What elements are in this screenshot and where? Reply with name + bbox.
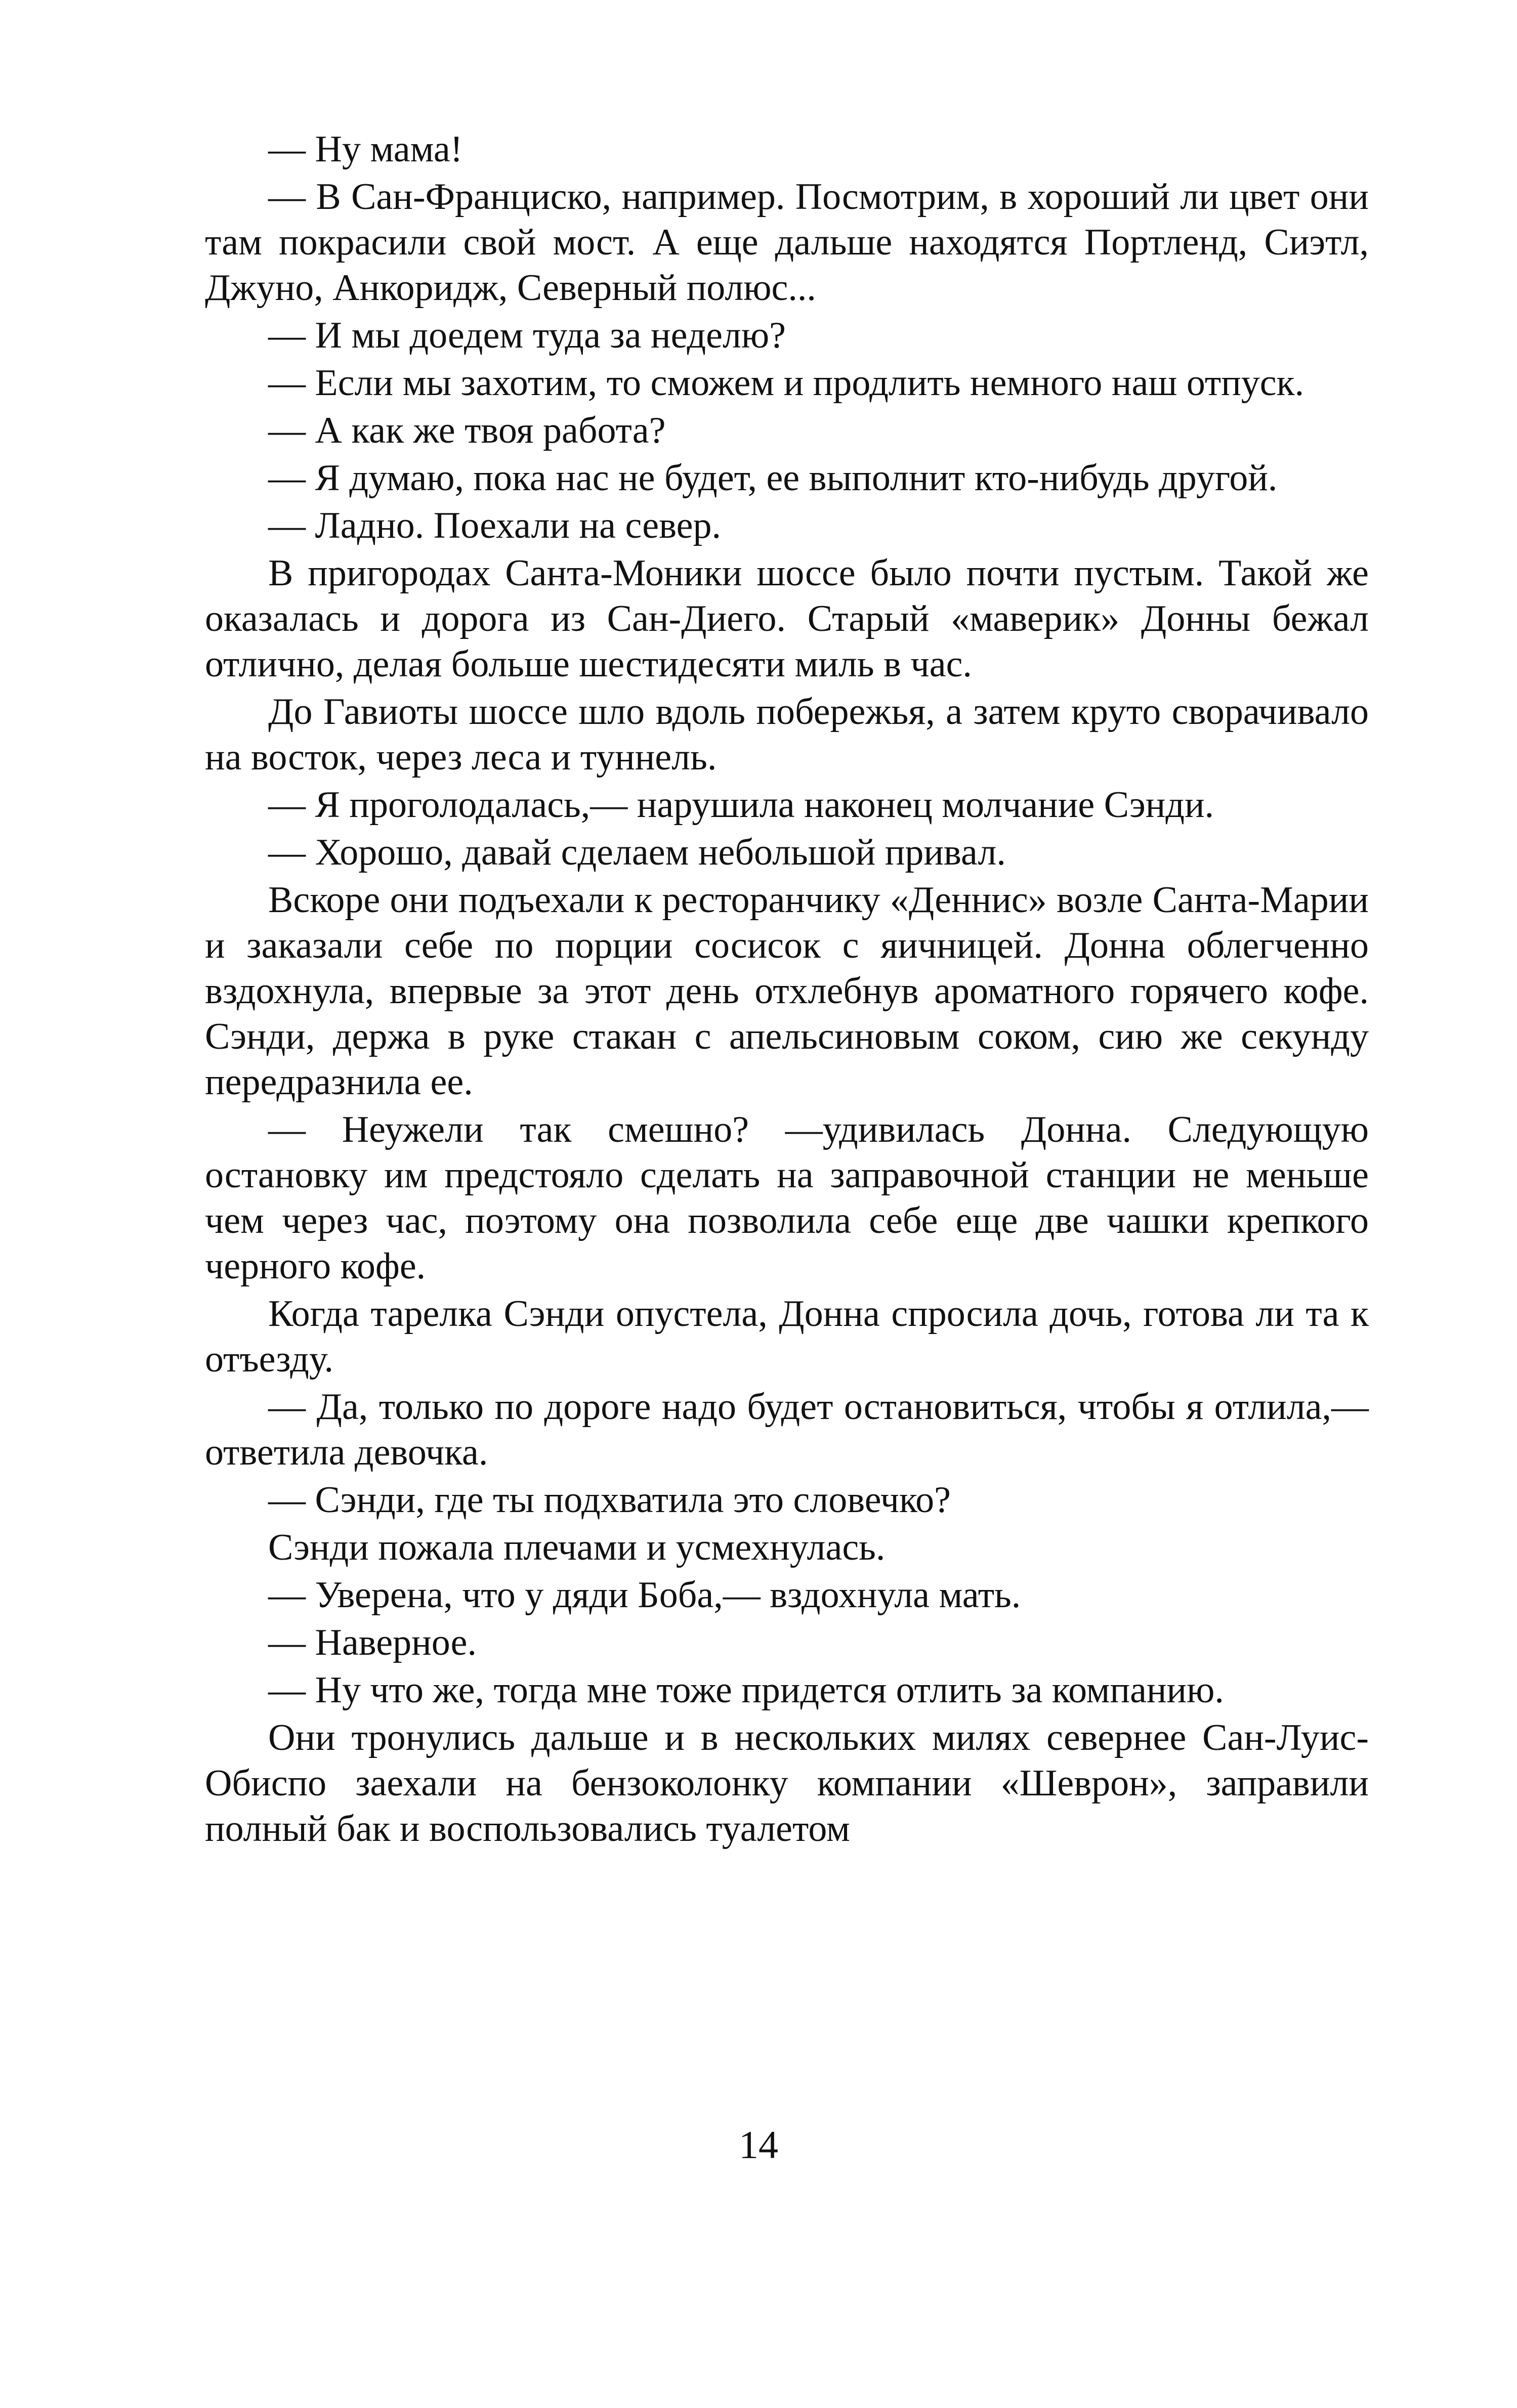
paragraph: — Ладно. Поехали на север. — [268, 505, 721, 546]
paragraph: — Я думаю, пока нас не будет, ее выполнит кто-нибудь другой. — [268, 457, 1278, 499]
page-text — [205, 126, 1369, 1854]
paragraph: Когда тарелка Сэнди опустела, Донна спросила дочь, готова ли та к отъезду. — [205, 1293, 1369, 1380]
paragraph: До Гавиоты шоссе шло вдоль побережья, а затем круто сворачивало на восток, через леса и туннель. — [205, 691, 1369, 778]
paragraph: — А как же твоя работа? — [268, 410, 666, 451]
paragraph: Они тронулись дальше и в нескольких милях севернее Сан-Луис-Обиспо заехали на бензоколонку компании «Шеврон», заправили полный бак и воспользовались туалетом — [205, 1717, 1369, 1850]
paragraph: — Ну что же, тогда мне тоже придется отлить за компанию. — [268, 1669, 1224, 1711]
paragraph: — Неужели так смешно? —удивилась Донна. Следующую остановку им предстояло сделать на заправочной станции не меньше чем через час, поэтому она позволила себе еще две чашки крепкого черного кофе. — [205, 1109, 1369, 1287]
paragraph: — В Сан-Франциско, например. Посмотрим, в хороший ли цвет они там покрасили свой мост. А еще дальше находятся Портленд, Сиэтл, Джуно, Анкоридж, Северный полюс... — [205, 176, 1369, 309]
paragraph: В пригородах Санта-Моники шоссе было почти пустым. Такой же оказалась и дорога из Сан-Диего. Старый «маверик» Донны бежал отлично, делая больше шестидесяти миль в час. — [205, 552, 1369, 685]
paragraph: — Если мы захотим, то сможем и продлить немного наш отпуск. — [268, 362, 1304, 404]
paragraph: — Наверное. — [268, 1622, 477, 1663]
paragraph: — И мы доедем туда за неделю? — [268, 315, 786, 356]
paragraph: — Да, только по дороге надо будет остановиться, чтобы я отлила,— ответила девочка. — [205, 1386, 1369, 1473]
paragraph: — Ну мама! — [268, 128, 463, 170]
paragraph: — Сэнди, где ты подхватила это словечко? — [268, 1479, 951, 1521]
paragraph: Вскоре они подъехали к ресторанчику «Деннис» возле Санта-Марии и заказали себе по порции сосисок с яичницей. Донна облегченно вздохнула, впервые за этот день отхлебнув ароматного горячего кофе. Сэнди, держа в руке стакан с апельсиновым соком, сию же секунду передразнила ее. — [205, 879, 1369, 1103]
paragraph: Сэнди пожала плечами и усмехнулась. — [268, 1527, 886, 1568]
page-number: 14 — [739, 2123, 778, 2167]
paragraph: — Уверена, что у дяди Боба,— вздохнула мать. — [268, 1574, 1021, 1616]
paragraph: — Я проголодалась,— нарушила наконец молчание Сэнди. — [268, 784, 1214, 826]
paragraph: — Хорошо, давай сделаем небольшой привал. — [268, 832, 1006, 873]
